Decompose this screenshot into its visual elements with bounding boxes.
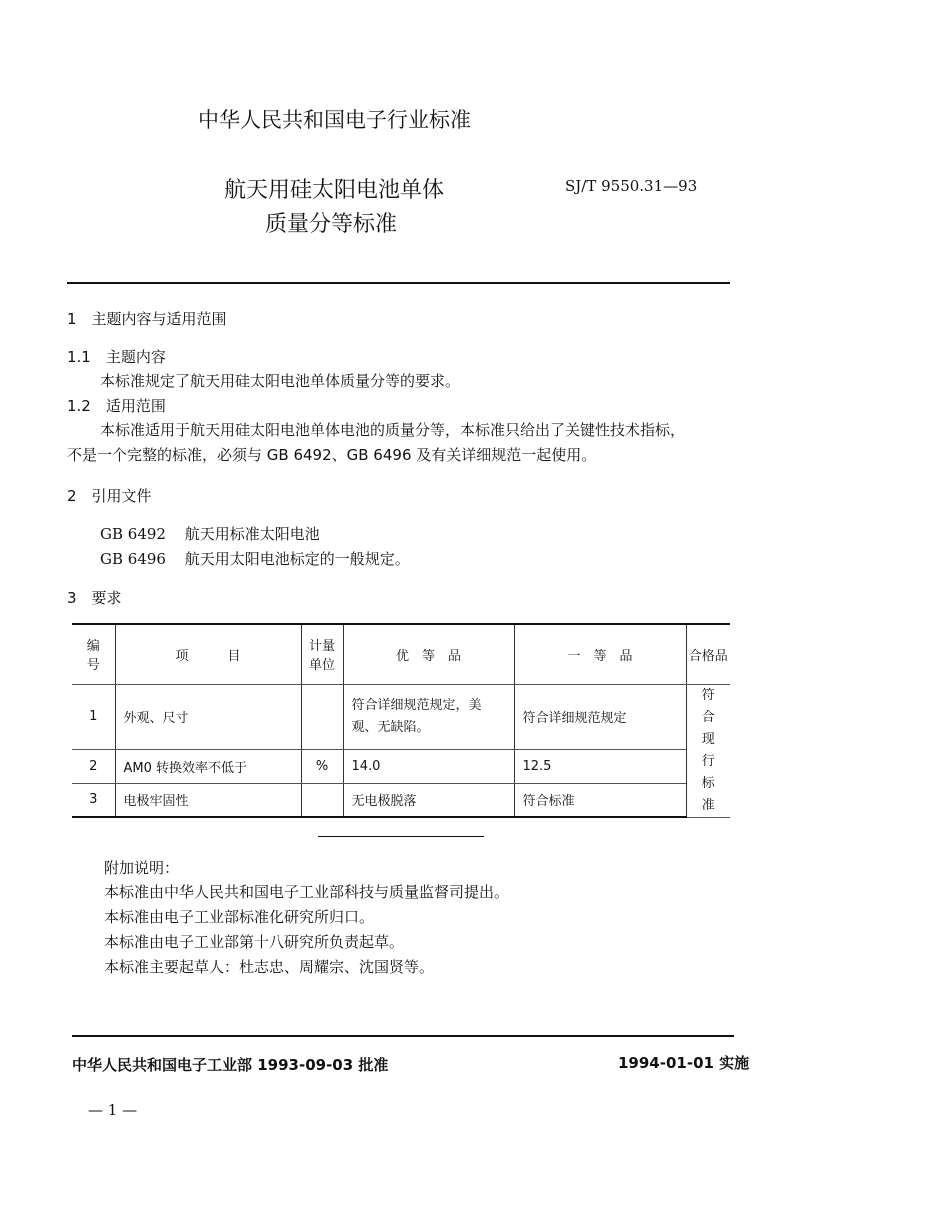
cell-unit [301, 783, 343, 817]
col-header-first: 一 等 品 [514, 624, 686, 684]
cell-excellent: 符合详细规范规定，美 观、无缺陷。 [343, 684, 514, 749]
reference-title: 航天用太阳电池标定的一般规定。 [184, 550, 410, 568]
cell-no: 3 [72, 783, 115, 817]
cell-no: 1 [72, 684, 115, 749]
section-3-heading: 3 要求 [67, 589, 122, 607]
reference-code: GB 6496 [100, 550, 166, 568]
col-header-excellent: 优 等 品 [343, 624, 514, 684]
notes-line: 本标准由中华人民共和国电子工业部科技与质量监督司提出。 [104, 883, 510, 901]
section-1-2-body-line2: 不是一个完整的标准，必须与 GB 6492、GB 6496 及有关详细规范一起使用。 [67, 446, 597, 464]
section-1-1-body: 本标准规定了航天用硅太阳电池单体质量分等的要求。 [100, 372, 461, 390]
section-1-1-heading: 1.1 主题内容 [67, 348, 166, 366]
section-1-2-heading: 1.2 适用范围 [67, 397, 166, 415]
reference-title: 航天用标准太阳电池 [184, 525, 320, 543]
col-header-no: 编 号 [72, 624, 115, 684]
reference-item [100, 523, 320, 544]
section-1-2-body-line1: 本标准适用于航天用硅太阳电池单体电池的质量分等，本标准只给出了关键性技术指标， [100, 421, 686, 439]
notes-line: 本标准由电子工业部第十八研究所负责起草。 [104, 933, 405, 951]
reference-item [100, 548, 410, 569]
cell-first: 符合详细规范规定 [514, 684, 686, 749]
reference-code: GB 6492 [100, 525, 166, 543]
doc-title-line1: 航天用硅太阳电池单体 [224, 178, 445, 203]
effective-date: 1994-01-01 实施 [618, 1054, 750, 1072]
issuing-org: 中华人民共和国电子行业标准 [198, 108, 471, 132]
standard-code: SJ/T 9550.31—93 [565, 177, 698, 195]
cell-item: 外观、尺寸 [115, 684, 301, 749]
cell-excellent: 无电极脱落 [343, 783, 514, 817]
table-header-row [72, 624, 730, 684]
approval-line: 中华人民共和国电子工业部 1993-09-03 批准 [72, 1056, 389, 1074]
section-2-heading: 2 引用文件 [67, 487, 152, 505]
cell-excellent: 14.0 [343, 749, 514, 783]
requirements-table [72, 623, 730, 818]
cell-first: 12.5 [514, 749, 686, 783]
notes-line: 本标准主要起草人：杜志忠、周耀宗、沈国贤等。 [104, 958, 435, 976]
footer-rule [72, 1035, 734, 1037]
notes-heading: 附加说明： [104, 859, 180, 877]
header-rule [67, 282, 730, 284]
cell-unit [301, 684, 343, 749]
divider-short [318, 836, 484, 837]
table-row [72, 783, 730, 817]
doc-title-line2: 质量分等标准 [265, 212, 398, 237]
col-header-item: 项 目 [115, 624, 301, 684]
table-row [72, 749, 730, 783]
section-1-heading: 1 主题内容与适用范围 [67, 310, 227, 328]
cell-no: 2 [72, 749, 115, 783]
col-header-unit: 计量 单位 [301, 624, 343, 684]
cell-first: 符合标准 [514, 783, 686, 817]
cell-qualified: 符 合 现 行 标 准 [686, 684, 730, 817]
cell-unit: % [301, 749, 343, 783]
table-row [72, 684, 730, 749]
cell-item: 电极牢固性 [115, 783, 301, 817]
col-header-qualified: 合格品 [686, 624, 730, 684]
page-number: — 1 — [88, 1101, 138, 1119]
notes-line: 本标准由电子工业部标准化研究所归口。 [104, 908, 375, 926]
cell-item: AM0 转换效率不低于 [115, 749, 301, 783]
